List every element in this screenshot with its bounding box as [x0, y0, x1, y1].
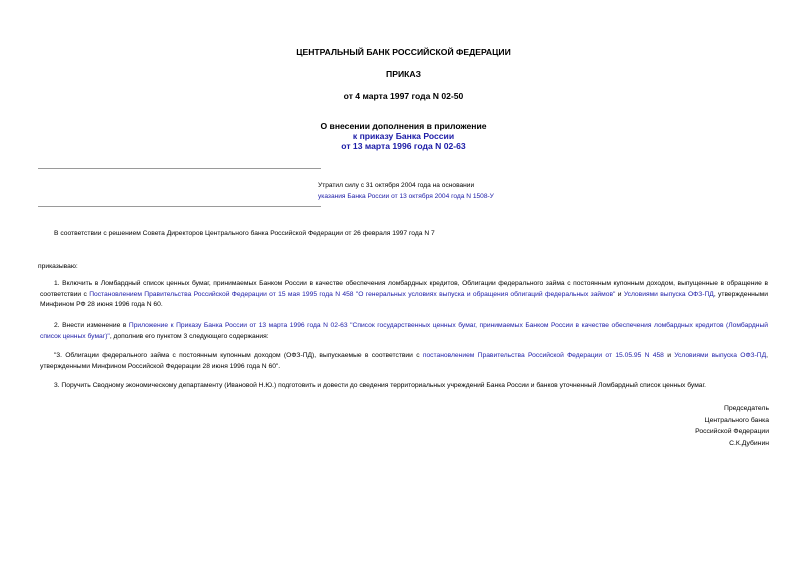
subject-line-3-link[interactable]: от 13 марта 1996 года N 02-63 [341, 141, 466, 151]
signature-line-2: Центрального банка [704, 416, 769, 424]
item2-appendix-link[interactable]: Приложение к Приказу Банка России от 13 марта 1996 года N 02-63 "Список государственных ценных бумаг, принимаемых Банком России в качестве обеспечения ломбардных кредитов (Ломбардный список ценных бумаг)" [40, 322, 768, 340]
quote-conditions-link[interactable]: Условиями выпуска ОФЗ-ПД [674, 352, 767, 359]
item-1 [40, 279, 768, 311]
item1-text: 1. Включить в Ломбардный список ценных бумаг, принимаемых Банком России в качестве обеспечения ломбардных кредитов, Облигации федерального займа с постоянным купонным доходом, выпущенные в обращение в соответствии с [40, 280, 768, 298]
quote-text: "3. Облигации федерального займа с постоянным купонным доходом (ОФЗ-ПД), выпускаемые в соответствии с [54, 352, 423, 359]
signature-line-1: Председатель [724, 405, 769, 412]
item1-conditions-link[interactable]: Условиями выпуска ОФЗ-ПД [623, 290, 714, 298]
repeal-note: Утратил силу с 31 октября 2004 года на основании [318, 182, 475, 189]
doc-type-heading: ПРИКАЗ [386, 69, 421, 79]
item-2 [40, 321, 768, 342]
signature-line-3: Российской Федерации [695, 428, 769, 435]
org-title: ЦЕНТРАЛЬНЫЙ БАНК РОССИЙСКОЙ ФЕДЕРАЦИИ [296, 47, 511, 57]
subject-line-2-link[interactable]: к приказу Банка России [352, 131, 455, 141]
signature-block [569, 403, 769, 449]
quote-and: и [663, 352, 675, 359]
item3-text: 3. Поручить Сводному экономическому департаменту (Ивановой Н.Ю.) подготовить и довести до сведения территориальных учреждений Банка России и банков уточненный Ломбардный список ценных бумаг. [54, 382, 706, 389]
subject-line-1: О внесении дополнения в приложение [320, 121, 487, 131]
separator-top [38, 168, 321, 169]
item2-text: 2. Внести изменение в [54, 322, 129, 329]
item1-decree-link[interactable]: Постановлением Правительства Российской Федерации от 15 мая 1995 года N 458 "О генеральных условиях выпуска и обращения облигаций федеральных займов" [89, 290, 616, 298]
preamble-text: В соответствии с решением Совета Директоров Центрального банка Российской Федерации от 26 февраля 1997 года N 7 [54, 230, 435, 237]
quote-decree-link[interactable]: постановлением Правительства Российской Федерации от 15.05.95 N 458 [422, 352, 664, 359]
item2-tail: , дополнив его пунктом 3 следующего содержания: [109, 332, 269, 340]
repeal-link[interactable]: указания Банка России от 13 октября 2004 года N 1508-У [318, 193, 494, 200]
item-3 [40, 381, 768, 392]
quote-tail: , утвержденными Минфином Российской Федерации 28 июня 1996 года N 60". [40, 352, 769, 370]
separator-bottom [38, 206, 321, 207]
doc-date-heading: от 4 марта 1997 года N 02-50 [343, 91, 464, 101]
order-word: приказываю: [38, 263, 78, 270]
signature-name: С.К.Дубинин [729, 439, 769, 447]
preamble [40, 229, 768, 240]
item1-tail: , утвержденными Минфином РФ 28 июня 1996 года N 60. [40, 290, 768, 308]
quoted-item-3 [40, 351, 768, 372]
item1-and: и [615, 290, 624, 298]
